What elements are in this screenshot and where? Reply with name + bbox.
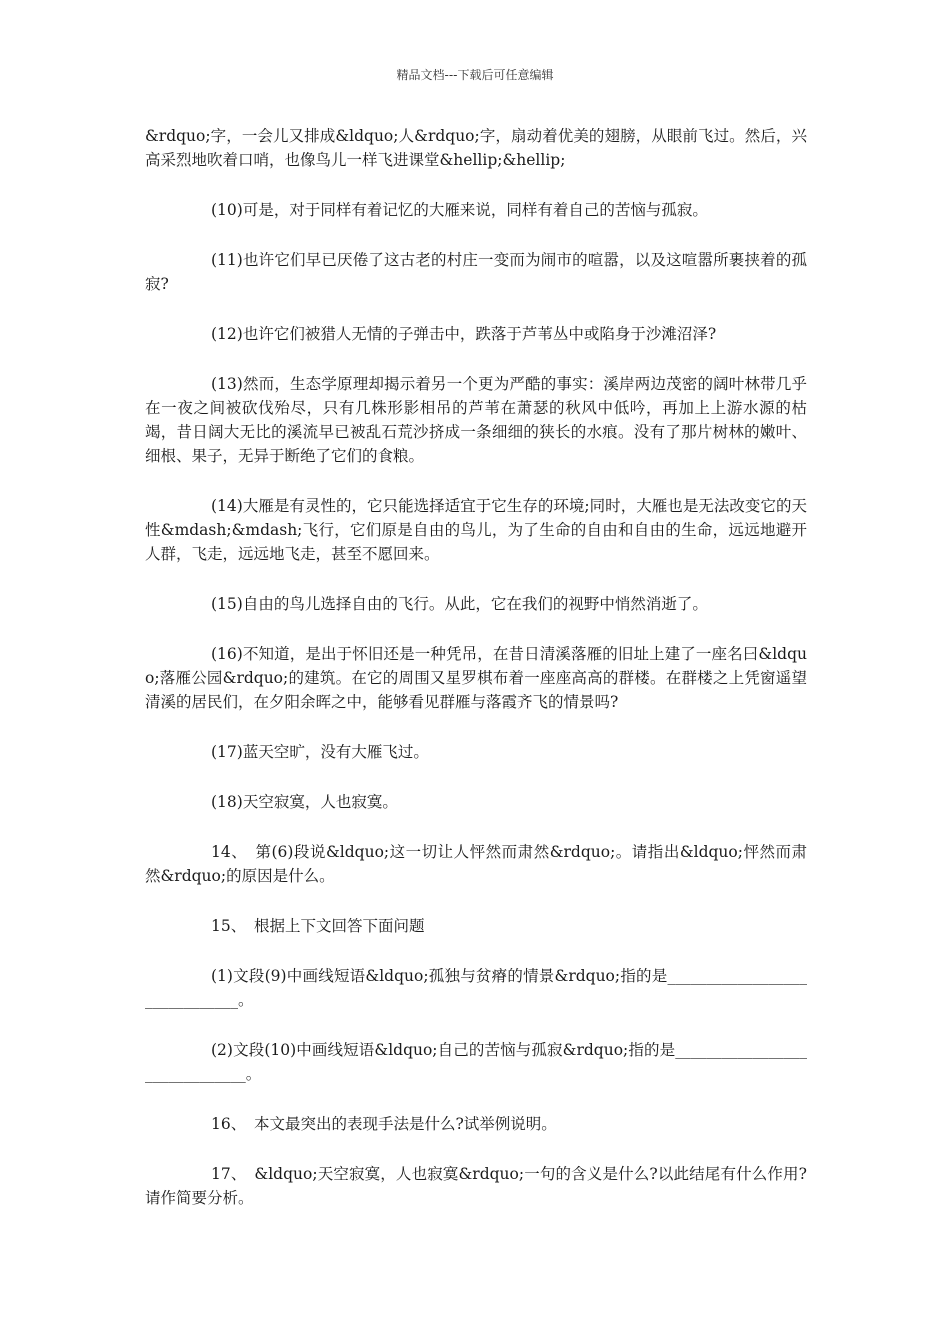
question-14 [145, 840, 807, 888]
question-text: 17、 &ldquo;天空寂寞，人也寂寞&rdquo;一句的含义是什么?以此结尾有什么作用?请作简要分析。 [145, 1165, 807, 1207]
paragraph-text: (11)也许它们早已厌倦了这古老的村庄一变而为闹市的喧嚣，以及这喧嚣所裹挟着的孤寂? [145, 251, 807, 293]
paragraph-text: (14)大雁是有灵性的，它只能选择适宜于它生存的环境;同时，大雁也是无法改变它的天性&mdash;&mdash;飞行，它们原是自由的鸟儿，为了生命的自由和自由的生命，远远地避开人群，飞走，远远地飞走，甚至不愿回来。 [145, 497, 807, 563]
paragraph-text: (15)自由的鸟儿选择自由的飞行。从此，它在我们的视野中悄然消逝了。 [211, 595, 708, 613]
paragraph-text: (12)也许它们被猎人无情的子弹击中，跌落于芦苇丛中或陷身于沙滩沼泽? [211, 325, 717, 343]
question-text: 15、 根据上下文回答下面问题 [211, 917, 425, 935]
paragraph-18 [145, 790, 807, 814]
paragraph-text: (10)可是，对于同样有着记忆的大雁来说，同样有着自己的苦恼与孤寂。 [211, 201, 708, 219]
paragraph-17 [145, 740, 807, 764]
question-text: (2)文段(10)中画线短语&ldquo;自己的苦恼与孤寂&rdquo;指的是______________________________。 [145, 1041, 807, 1083]
paragraph-13 [145, 372, 807, 468]
question-16 [145, 1112, 807, 1136]
document-body [145, 124, 807, 1236]
paragraph-text: (13)然而，生态学原理却揭示着另一个更为严酷的事实：溪岸两边茂密的阔叶林带几乎在一夜之间被砍伐殆尽，只有几株形影相吊的芦苇在萧瑟的秋风中低吟，再加上上游水源的枯竭，昔日阔大无比的溪流早已被乱石荒沙挤成一条细细的狭长的水痕。没有了那片树林的嫩叶、细根、果子，无异于断绝了它们的食粮。 [145, 375, 807, 465]
question-17 [145, 1162, 807, 1210]
paragraph-11 [145, 248, 807, 296]
question-text: (1)文段(9)中画线短语&ldquo;孤独与贫瘠的情景&rdquo;指的是______________________________。 [145, 967, 807, 1009]
paragraph-12 [145, 322, 807, 346]
question-15-part-1 [145, 964, 807, 1012]
paragraph-text: (17)蓝天空旷，没有大雁飞过。 [211, 743, 429, 761]
paragraph-15 [145, 592, 807, 616]
paragraph-text: (18)天空寂寞，人也寂寞。 [211, 793, 398, 811]
paragraph-9-continued [145, 124, 807, 172]
paragraph-text: &rdquo;字，一会儿又排成&ldquo;人&rdquo;字，扇动着优美的翅膀，从眼前飞过。然后，兴高采烈地吹着口哨，也像鸟儿一样飞进课堂&hellip;&hellip; [145, 127, 807, 169]
question-text: 14、 第(6)段说&ldquo;这一切让人怦然而肃然&rdquo;。请指出&ldquo;怦然而肃然&rdquo;的原因是什么。 [145, 843, 807, 885]
paragraph-10 [145, 198, 807, 222]
question-15-part-2 [145, 1038, 807, 1086]
paragraph-14 [145, 494, 807, 566]
paragraph-16 [145, 642, 807, 714]
question-text: 16、 本文最突出的表现手法是什么?试举例说明。 [211, 1115, 557, 1133]
question-15 [145, 914, 807, 938]
page-header: 精品文档---下载后可任意编辑 [396, 68, 554, 82]
paragraph-text: (16)不知道，是出于怀旧还是一种凭吊，在昔日清溪落雁的旧址上建了一座名曰&ldquo;落雁公园&rdquo;的建筑。在它的周围又星罗棋布着一座座高高的群楼。在群楼之上凭窗遥望清溪的居民们，在夕阳余晖之中，能够看见群雁与落霞齐飞的情景吗? [145, 645, 807, 711]
